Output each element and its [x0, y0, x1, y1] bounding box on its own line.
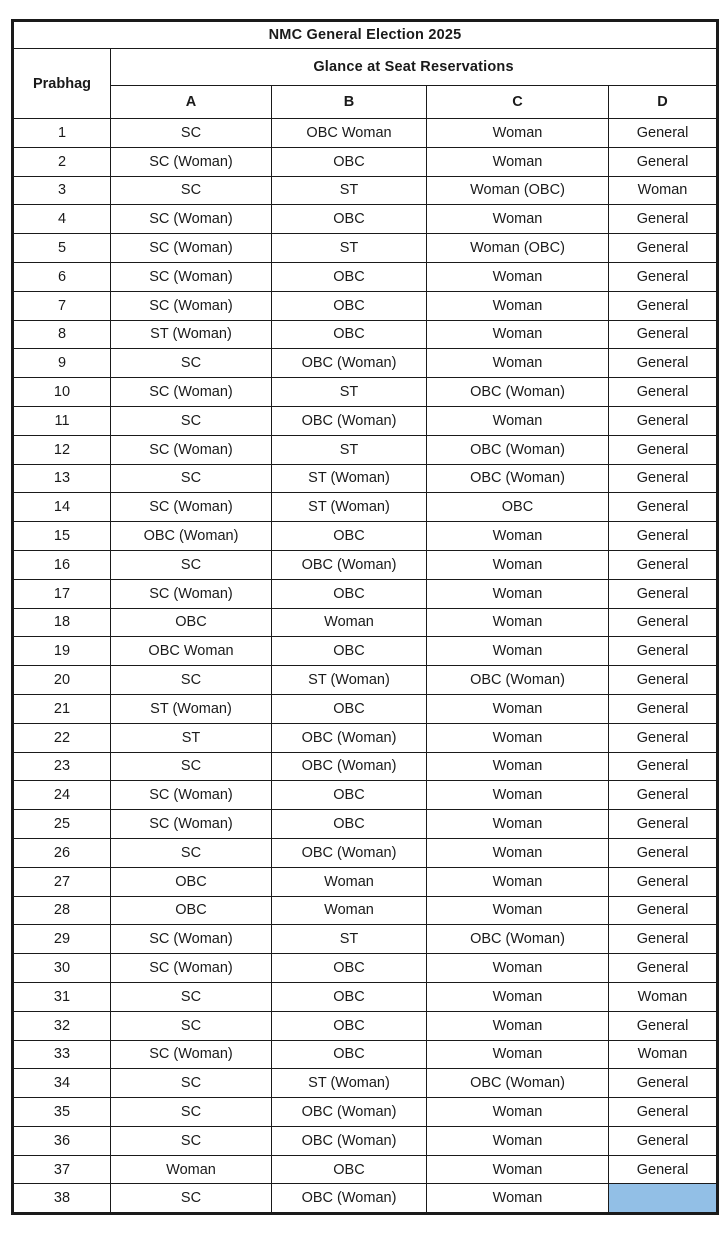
cell-c: OBC (Woman) — [427, 378, 609, 407]
cell-a: Woman — [111, 1155, 272, 1184]
cell-d: General — [609, 349, 718, 378]
prabhag-cell: 3 — [13, 176, 111, 205]
cell-a: SC — [111, 176, 272, 205]
cell-b: OBC — [272, 954, 427, 983]
table-row — [13, 234, 718, 263]
cell-d: General — [609, 464, 718, 493]
prabhag-cell: 17 — [13, 579, 111, 608]
cell-b: OBC (Woman) — [272, 550, 427, 579]
cell-a: SC — [111, 1126, 272, 1155]
cell-a: SC (Woman) — [111, 1040, 272, 1069]
cell-c: Woman — [427, 867, 609, 896]
table-row — [13, 464, 718, 493]
cell-a: SC (Woman) — [111, 262, 272, 291]
cell-a: OBC — [111, 608, 272, 637]
cell-d: General — [609, 493, 718, 522]
cell-c: OBC (Woman) — [427, 435, 609, 464]
prabhag-cell: 6 — [13, 262, 111, 291]
cell-b: ST — [272, 176, 427, 205]
prabhag-cell: 33 — [13, 1040, 111, 1069]
cell-d: General — [609, 147, 718, 176]
title-row — [13, 21, 718, 49]
prabhag-cell: 4 — [13, 205, 111, 234]
prabhag-cell: 12 — [13, 435, 111, 464]
cell-d: General — [609, 205, 718, 234]
cell-a: OBC — [111, 896, 272, 925]
prabhag-cell: 34 — [13, 1069, 111, 1098]
cell-c: Woman — [427, 1040, 609, 1069]
table-row — [13, 723, 718, 752]
table-row — [13, 493, 718, 522]
prabhag-cell: 15 — [13, 522, 111, 551]
cell-d: General — [609, 954, 718, 983]
table-row — [13, 119, 718, 148]
cell-a: SC (Woman) — [111, 925, 272, 954]
cell-c: Woman — [427, 1155, 609, 1184]
prabhag-cell: 35 — [13, 1098, 111, 1127]
cell-b: OBC — [272, 522, 427, 551]
cell-b: OBC — [272, 147, 427, 176]
cell-d: General — [609, 1126, 718, 1155]
cell-b: ST — [272, 234, 427, 263]
cell-a: SC — [111, 1098, 272, 1127]
cell-c: Woman — [427, 982, 609, 1011]
cell-b: OBC — [272, 810, 427, 839]
cell-b: OBC — [272, 1155, 427, 1184]
prabhag-cell: 32 — [13, 1011, 111, 1040]
cell-c: Woman — [427, 694, 609, 723]
cell-b: OBC (Woman) — [272, 349, 427, 378]
table-row — [13, 406, 718, 435]
prabhag-cell: 24 — [13, 781, 111, 810]
table-row — [13, 810, 718, 839]
cell-d: General — [609, 608, 718, 637]
cell-b: OBC — [272, 982, 427, 1011]
cell-d: General — [609, 522, 718, 551]
cell-b: OBC — [272, 320, 427, 349]
prabhag-cell: 14 — [13, 493, 111, 522]
cell-a: SC — [111, 838, 272, 867]
cell-b: OBC (Woman) — [272, 1098, 427, 1127]
table-row — [13, 666, 718, 695]
prabhag-cell: 21 — [13, 694, 111, 723]
cell-c: Woman — [427, 550, 609, 579]
cell-d: General — [609, 781, 718, 810]
cell-c: Woman — [427, 1011, 609, 1040]
column-header-b: B — [272, 86, 427, 119]
table-row — [13, 1011, 718, 1040]
cell-d: General — [609, 320, 718, 349]
prabhag-cell: 29 — [13, 925, 111, 954]
cell-b: OBC — [272, 291, 427, 320]
column-header-a: A — [111, 86, 272, 119]
prabhag-cell: 25 — [13, 810, 111, 839]
cell-a: SC — [111, 666, 272, 695]
prabhag-cell: 9 — [13, 349, 111, 378]
cell-a: SC (Woman) — [111, 234, 272, 263]
table-row — [13, 205, 718, 234]
table-row — [13, 896, 718, 925]
cell-a: SC (Woman) — [111, 954, 272, 983]
table-row — [13, 176, 718, 205]
cell-c: OBC (Woman) — [427, 925, 609, 954]
table-row — [13, 320, 718, 349]
cell-c: Woman — [427, 637, 609, 666]
table-row — [13, 954, 718, 983]
cell-c: Woman — [427, 320, 609, 349]
column-header-d: D — [609, 86, 718, 119]
cell-b: OBC Woman — [272, 119, 427, 148]
cell-b: OBC (Woman) — [272, 1126, 427, 1155]
cell-d: General — [609, 234, 718, 263]
prabhag-cell: 27 — [13, 867, 111, 896]
table-row — [13, 522, 718, 551]
cell-b: OBC (Woman) — [272, 723, 427, 752]
prabhag-cell: 22 — [13, 723, 111, 752]
cell-d: General — [609, 867, 718, 896]
cell-d: General — [609, 579, 718, 608]
prabhag-cell: 36 — [13, 1126, 111, 1155]
cell-c: OBC (Woman) — [427, 666, 609, 695]
cell-a: SC (Woman) — [111, 579, 272, 608]
table-row — [13, 1184, 718, 1214]
cell-b: ST (Woman) — [272, 1069, 427, 1098]
table-row — [13, 982, 718, 1011]
reservation-group-header: Glance at Seat Reservations — [111, 49, 718, 86]
cell-b: Woman — [272, 896, 427, 925]
cell-a: SC — [111, 1184, 272, 1214]
prabhag-cell: 8 — [13, 320, 111, 349]
cell-a: OBC (Woman) — [111, 522, 272, 551]
cell-a: SC (Woman) — [111, 147, 272, 176]
cell-b: OBC (Woman) — [272, 752, 427, 781]
cell-a: SC — [111, 349, 272, 378]
cell-b: ST — [272, 435, 427, 464]
cell-d: General — [609, 666, 718, 695]
cell-b: OBC — [272, 262, 427, 291]
cell-c: Woman — [427, 205, 609, 234]
cell-a: ST (Woman) — [111, 320, 272, 349]
cell-d: General — [609, 694, 718, 723]
cell-d: General — [609, 1011, 718, 1040]
table-row — [13, 608, 718, 637]
prabhag-cell: 16 — [13, 550, 111, 579]
prabhag-cell: 31 — [13, 982, 111, 1011]
cell-a: ST (Woman) — [111, 694, 272, 723]
prabhag-cell: 30 — [13, 954, 111, 983]
prabhag-cell: 37 — [13, 1155, 111, 1184]
table-row — [13, 291, 718, 320]
cell-c: Woman — [427, 1184, 609, 1214]
cell-a: SC (Woman) — [111, 493, 272, 522]
cell-b: ST — [272, 378, 427, 407]
cell-c: Woman — [427, 781, 609, 810]
table-body — [13, 119, 718, 1214]
cell-c: Woman — [427, 147, 609, 176]
cell-d: General — [609, 637, 718, 666]
cell-c: Woman — [427, 119, 609, 148]
cell-d: Woman — [609, 1040, 718, 1069]
prabhag-cell: 20 — [13, 666, 111, 695]
cell-b: OBC (Woman) — [272, 406, 427, 435]
cell-a: SC (Woman) — [111, 378, 272, 407]
table-row — [13, 378, 718, 407]
cell-a: SC — [111, 406, 272, 435]
table-header — [13, 21, 718, 119]
cell-a: OBC Woman — [111, 637, 272, 666]
cell-a: SC — [111, 1069, 272, 1098]
cell-a: SC (Woman) — [111, 781, 272, 810]
table-row — [13, 1126, 718, 1155]
cell-d: General — [609, 810, 718, 839]
cell-c: Woman — [427, 723, 609, 752]
cell-c: Woman — [427, 752, 609, 781]
cell-d: General — [609, 291, 718, 320]
cell-b: OBC — [272, 694, 427, 723]
cell-c: Woman — [427, 579, 609, 608]
table-row — [13, 838, 718, 867]
prabhag-cell: 7 — [13, 291, 111, 320]
cell-c: Woman (OBC) — [427, 176, 609, 205]
prabhag-cell: 23 — [13, 752, 111, 781]
cell-a: SC — [111, 1011, 272, 1040]
cell-b: OBC — [272, 205, 427, 234]
cell-b: OBC — [272, 637, 427, 666]
cell-d — [609, 1184, 718, 1214]
cell-c: Woman — [427, 838, 609, 867]
table-row — [13, 349, 718, 378]
prabhag-cell: 5 — [13, 234, 111, 263]
cell-c: Woman — [427, 954, 609, 983]
table-row — [13, 435, 718, 464]
cell-a: SC (Woman) — [111, 435, 272, 464]
cell-c: OBC — [427, 493, 609, 522]
cell-d: General — [609, 406, 718, 435]
cell-b: OBC — [272, 781, 427, 810]
cell-c: Woman (OBC) — [427, 234, 609, 263]
cell-c: Woman — [427, 896, 609, 925]
cell-b: ST (Woman) — [272, 464, 427, 493]
cell-a: SC — [111, 550, 272, 579]
cell-c: Woman — [427, 810, 609, 839]
cell-d: General — [609, 723, 718, 752]
table-row — [13, 147, 718, 176]
table-row — [13, 694, 718, 723]
reservation-sheet — [11, 19, 716, 1229]
cell-c: Woman — [427, 349, 609, 378]
cell-c: Woman — [427, 262, 609, 291]
cell-d: General — [609, 119, 718, 148]
cell-d: General — [609, 896, 718, 925]
table-row — [13, 550, 718, 579]
cell-d: General — [609, 262, 718, 291]
cell-a: SC — [111, 982, 272, 1011]
table-row — [13, 781, 718, 810]
group-header-row — [13, 49, 718, 86]
prabhag-cell: 28 — [13, 896, 111, 925]
cell-a: SC — [111, 752, 272, 781]
cell-b: Woman — [272, 608, 427, 637]
prabhag-column-header: Prabhag — [13, 49, 111, 119]
table-row — [13, 1155, 718, 1184]
prabhag-cell: 1 — [13, 119, 111, 148]
cell-a: SC (Woman) — [111, 810, 272, 839]
cell-d: General — [609, 1098, 718, 1127]
cell-b: OBC (Woman) — [272, 1184, 427, 1214]
cell-c: Woman — [427, 291, 609, 320]
cell-b: ST (Woman) — [272, 666, 427, 695]
prabhag-cell: 13 — [13, 464, 111, 493]
cell-c: Woman — [427, 1098, 609, 1127]
cell-c: Woman — [427, 522, 609, 551]
prabhag-cell: 2 — [13, 147, 111, 176]
table-row — [13, 752, 718, 781]
cell-a: SC — [111, 119, 272, 148]
cell-a: SC (Woman) — [111, 205, 272, 234]
prabhag-cell: 11 — [13, 406, 111, 435]
table-row — [13, 1069, 718, 1098]
cell-c: Woman — [427, 406, 609, 435]
cell-d: Woman — [609, 176, 718, 205]
prabhag-cell: 19 — [13, 637, 111, 666]
table-row — [13, 1098, 718, 1127]
cell-d: General — [609, 925, 718, 954]
cell-c: OBC (Woman) — [427, 1069, 609, 1098]
table-row — [13, 867, 718, 896]
cell-d: General — [609, 1155, 718, 1184]
cell-c: Woman — [427, 1126, 609, 1155]
cell-c: OBC (Woman) — [427, 464, 609, 493]
table-row — [13, 262, 718, 291]
cell-b: OBC — [272, 1040, 427, 1069]
cell-d: General — [609, 550, 718, 579]
cell-c: Woman — [427, 608, 609, 637]
cell-b: ST (Woman) — [272, 493, 427, 522]
table-row — [13, 1040, 718, 1069]
table-row — [13, 925, 718, 954]
cell-a: OBC — [111, 867, 272, 896]
cell-d: General — [609, 378, 718, 407]
table-row — [13, 637, 718, 666]
prabhag-cell: 18 — [13, 608, 111, 637]
cell-b: OBC — [272, 1011, 427, 1040]
column-header-c: C — [427, 86, 609, 119]
cell-a: SC — [111, 464, 272, 493]
table-row — [13, 579, 718, 608]
cell-d: General — [609, 1069, 718, 1098]
prabhag-cell: 38 — [13, 1184, 111, 1214]
cell-b: ST — [272, 925, 427, 954]
cell-d: Woman — [609, 982, 718, 1011]
cell-b: OBC — [272, 579, 427, 608]
cell-b: OBC (Woman) — [272, 838, 427, 867]
cell-d: General — [609, 838, 718, 867]
table-title: NMC General Election 2025 — [13, 21, 718, 49]
cell-d: General — [609, 752, 718, 781]
cell-a: SC (Woman) — [111, 291, 272, 320]
prabhag-cell: 26 — [13, 838, 111, 867]
seat-reservation-table — [11, 19, 719, 1215]
column-header-row — [13, 86, 718, 119]
cell-a: ST — [111, 723, 272, 752]
cell-d: General — [609, 435, 718, 464]
prabhag-cell: 10 — [13, 378, 111, 407]
cell-b: Woman — [272, 867, 427, 896]
